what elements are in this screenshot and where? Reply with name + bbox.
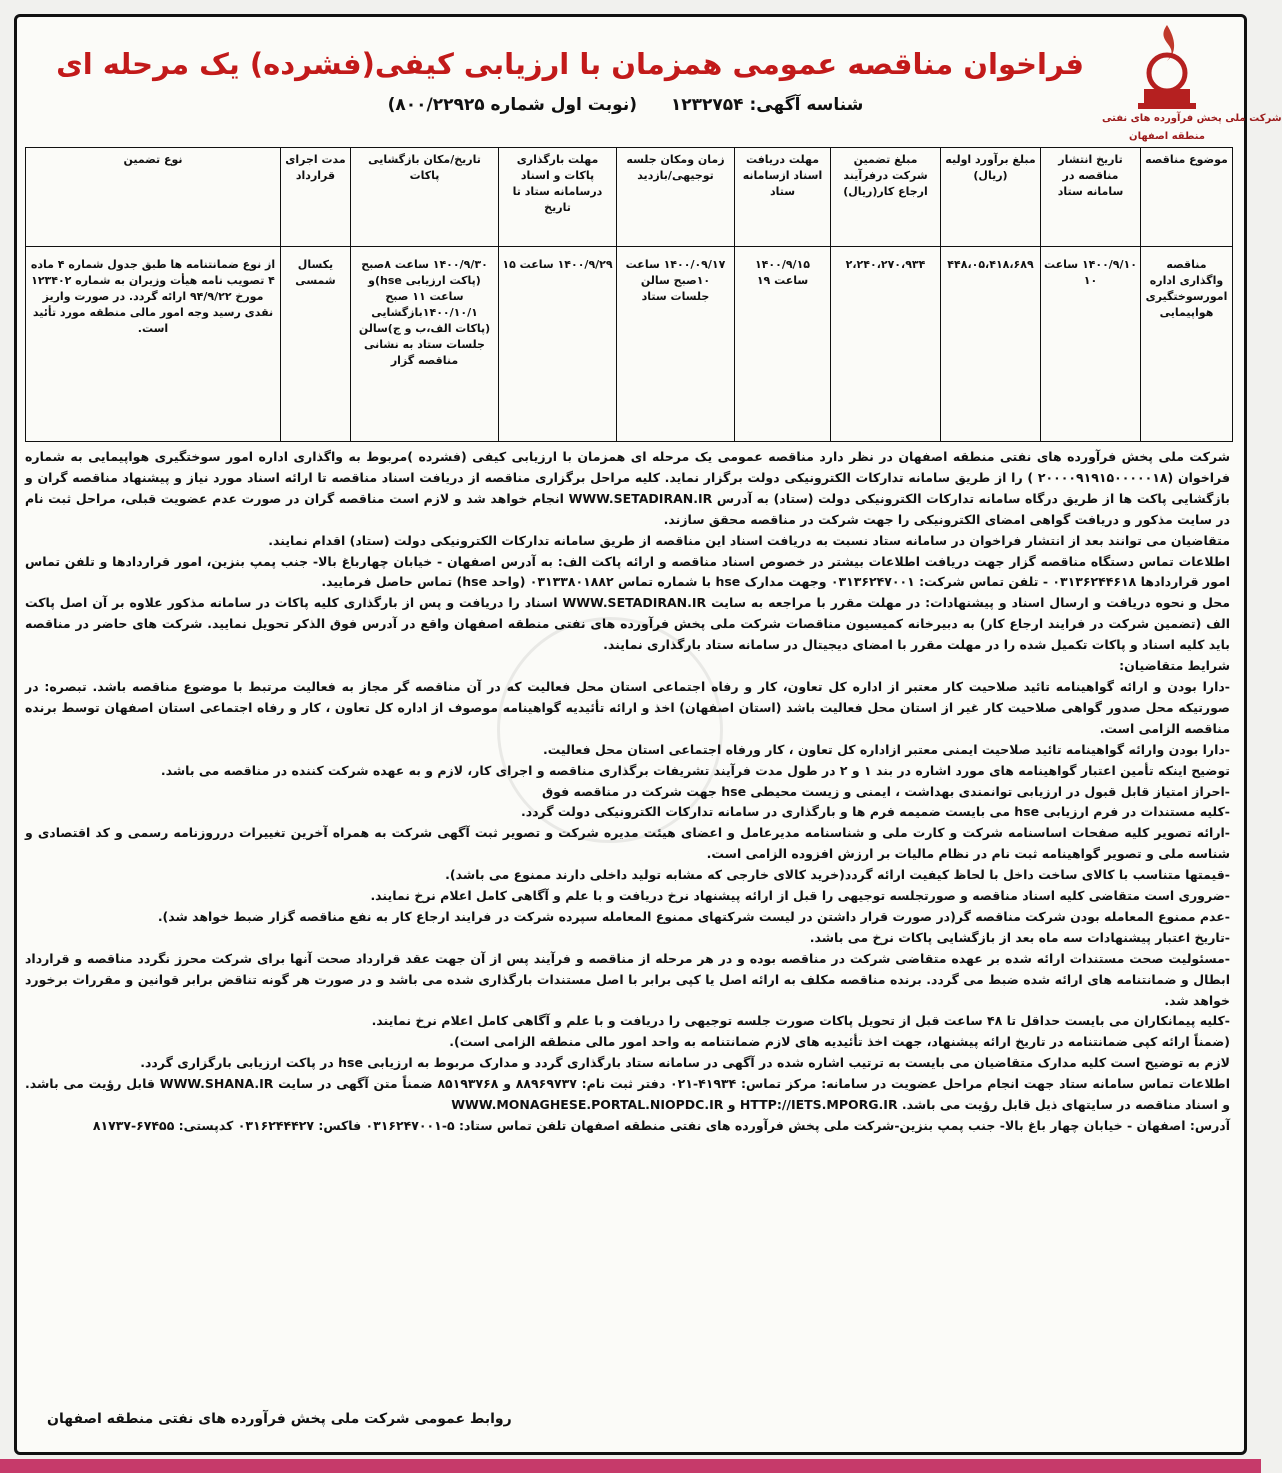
notice-subtitle [167,95,1084,125]
condition-item: -عدم ممنوع المعامله بودن شرکت مناقصه گر(در صورت قرار داشتن در لیست شرکتهای ممنوع المعامله سپرده شرکت در فرایند ارجاع کار به نفع مناقصه گزار ضبط خواهد شد). [157,908,1230,924]
ad-id: شناسه آگهی: ۱۲۳۲۷۵۴ [670,95,864,115]
header-estimate: مبلغ برآورد اولیه (ریال) [941,148,1041,247]
paragraph-upload-note: لازم به توضیح است کلیه مدارک متقاضیان می بایست به ترتیب اشاره شده در آگهی در سامانه ستاد بارگذاری گردد و مدارک مربوط به ارزیابی hse در پاکت ارزیابی بارگزاری گردد. [140,1055,1230,1071]
tender-table [25,147,1233,442]
header-upload-deadline: مهلت بارگذاری پاکات و اسناد درسامانه ستاد تا تاریخ [499,148,617,247]
paragraph-setad-contact: اطلاعات تماس سامانه ستاد جهت انجام مراحل عضویت در سامانه: مرکز تماس: ۴۱۹۳۴-۰۲۱ دفتر ثبت نام: ۸۸۹۶۹۷۳۷ و ۸۵۱۹۳۷۶۸ ضمناً متن آگهی در سایت WWW.SHANA.IR قابل رؤیت می باشد. و اسناد مناقصه در سایتهای ذیل قابل رؤیت می باشد. HTTP://IETS.MPORG.IR و WWW.MONAGHESE.PORTAL.NIOPDC.IR [25,1076,1230,1113]
condition-item: -دارا بودن و ارائه گواهینامه تائید صلاحیت کار معتبر از اداره کل تعاون، کار و رفاه اجتماعی استان محل فعالیت که در آن مناقصه گر مجاز به فعالیت مرتبط با موضوع مناقصه باشد. تبصره: در صورتیکه محل صدور گواهی صلاحیت کار غیر از استان محل فعالیت باشد (استان اصفهان) اخذ و ارائه تأئیدیه گواهینامه موصوف از اداره کل تعاون ، کار و رفاه اجتماعی استان اصفهان توسط برنده مناقصه الزامی است. [25,678,1230,736]
condition-item: -ضروری است متقاضی کلیه اسناد مناقصه و صورتجلسه توجیهی را قبل از ارائه پیشنهاد نرخ دریافت و با علم و آگاهی کامل اعلام نرخ نمایند. [370,888,1230,904]
paragraph-contact: اطلاعات تماس دستگاه مناقصه گزار جهت دریافت اطلاعات بیشتر در خصوص اسناد مناقصه و ارائه پاکت الف: به آدرس اصفهان - خیابان چهارباغ بالا- جنب پمپ بنزین، امور قراردادها و تلفن تماس امور قراردادها ۰۳۱۳۶۲۴۴۶۱۸ - تلفن تماس شرکت: ۰۳۱۳۶۲۴۷۰۰۱ وجهت مدارک hse با شماره تماس ۰۳۱۳۳۸۰۱۸۸۲ (واحد hse) تماس حاصل فرمایید. [25,553,1230,590]
cell-doc-deadline: ۱۴۰۰/۹/۱۵ ساعت ۱۹ [735,247,831,442]
cell-opening: ۱۴۰۰/۹/۳۰ ساعت ۸صبح (پاکت ارزیابی hse)و ساعت ۱۱ صبح ۱۴۰۰/۱۰/۱بازگشایی (پاکات الف،ب و ج)سالن جلسات ستاد به نشانی مناقصه گزار [351,247,499,442]
condition-item: -تاریخ اعتبار پیشنهادات سه ماه بعد از بازگشایی پاکات نرخ می باشد. [809,929,1230,945]
table-row [26,247,1233,442]
condition-item: -کلیه مستندات در فرم ارزیابی hse می بایست ضمیمه فرم ها و بارگذاری در سامانه تدارکات الکترونیکی دولت گردد. [520,804,1230,820]
header-briefing: زمان ومکان جلسه توجیهی/بازدید [617,148,735,247]
paragraph-submission: محل و نحوه دریافت و ارسال اسناد و پیشنهادات: در مهلت مقرر با مراجعه به سایت WWW.SETADIRAN.IR اسناد را دریافت و پس از بارگذاری کلیه پاکات در سامانه مذکور علاوه بر آن اصل پاکت الف (تضمین شرکت در فرایند ارجاع کار) به دبیرخانه کمیسیون مناقصات شرکت ملی پخش فرآورده های نفتی منطقه اصفهان واقع در آدرس فوق الذکر تحویل نمایید. شرکت های حاضر در مناقصه باید کلیه اسناد و پاکات تکمیل شده را در مهلت مقرر با امضای دیجیتال در سامانه ستاد بارگذاری نمایند. [25,595,1230,653]
bottom-color-strip [0,1459,1261,1473]
logo-region-text: منطقه اصفهان [1129,131,1205,142]
header-subject: موضوع مناقصه [1141,148,1233,247]
paragraph-intro: شرکت ملی پخش فرآورده های نفتی منطقه اصفهان در نظر دارد مناقصه عمومی یک مرحله ای همزمان با ارزیابی کیفی (فشرده )مربوط به واگذاری اداره امور سوختگیری هواپیمایی به شماره فراخوان (۲۰۰۰۰۹۱۹۱۵۰۰۰۰۰۱۸ ) را از طریق سامانه تدارکات الکترونیکی دولت برگزار نماید. کلیه مراحل برگزاری مناقصه از دریافت اسناد مناقصه تا ارائه اسناد مورد نیاز و پیشنهاد مناقصه گران و بازگشایی پاکت ها از طریق درگاه سامانه تدارکات الکترونیکی دولت (ستاد) به آدرس WWW.SETADIRAN.IR انجام خواهد شد و لازم است مناقصه گران در صورت عدم عضویت قبلی، مراحل ثبت نام در سایت مذکور و دریافت گواهی امضای الکترونیکی را جهت شرکت در مناقصه محقق سازند. [25,449,1231,527]
cell-duration: یکسال شمسی [281,247,351,442]
notice-title: فراخوان مناقصه عمومی همزمان با ارزیابی کیفی(فشرده) یک مرحله ای [56,47,1084,81]
paragraph-address: آدرس: اصفهان - خیابان چهار باغ بالا- جنب پمپ بنزین-شرکت ملی پخش فرآورده های نفتی منطقه اصفهان تلفن تماس ستاد: ۵-۰۳۱۶۲۴۷۰۰۱ فاکس: ۰۳۱۶۲۴۴۴۲۷ کدپستی: ۶۷۴۵۵-۸۱۷۳۷ [92,1118,1230,1133]
cell-briefing: ۱۴۰۰/۰۹/۱۷ ساعت ۱۰صبح سالن جلسات ستاد [617,247,735,442]
header-guarantee-amount: مبلغ تضمین شرکت درفرآیند ارجاع کار(ریال) [831,148,941,247]
table-header-row [26,148,1233,247]
cell-guarantee-type: از نوع ضمانتنامه ها طبق جدول شماره ۴ ماده ۴ تصویب نامه هیأت وزیران به شماره ۱۲۳۴۰۲ مورخ ۹۴/۹/۲۲ ارائه گردد. در صورت واریز نقدی رسید وجه امور مالی منطقه مورد تأئید است. [26,247,281,442]
paragraph-applicants: متقاضیان می توانند بعد از انتشار فراخوان در سامانه ستاد نسبت به دریافت اسناد این مناقصه از طریق سامانه تدارکات الکترونیکی دولت (ستاد) اقدام نمایند. [268,532,1230,548]
header-opening: تاریخ/مکان بازگشایی پاکات [351,148,499,247]
condition-item: -کلیه پیمانکاران می بایست حداقل تا ۴۸ ساعت قبل از تحویل پاکات صورت جلسه توجیهی را دریافت و با علم و آگاهی کامل اعلام نرخ نمایند. [371,1013,1230,1029]
condition-item: -دارا بودن وارائه گواهینامه تائید صلاحیت ایمنی معتبر ازاداره کل تعاون ، کار ورفاه اجتماعی استان محل فعالیت. [542,741,1230,757]
notice-body [25,447,1230,1137]
notice-frame [14,14,1282,1455]
header-guarantee-type: نوع تضمین [26,148,281,247]
cell-publish-date: ۱۴۰۰/۹/۱۰ ساعت ۱۰ [1041,247,1141,442]
cell-estimate: ۴۴۸،۰۵،۴۱۸،۶۸۹ [941,247,1041,442]
header-duration: مدت اجرای قرارداد [281,148,351,247]
header-publish-date: تاریخ انتشار مناقصه در سامانه ستاد [1041,148,1141,247]
company-logo [1102,21,1282,149]
condition-item: -ارائه تصویر کلیه صفحات اساسنامه شرکت و کارت ملی و شناسنامه مدیرعامل و اعضای هیئت مدیره شرکت و تصویر ثبت آگهی شرکت به همراه آخرین تغییرات درروزنامه رسمی و کد اقتصادی و شناسه ملی و تصویر گواهینامه ثبت نام در نظام مالیات بر ارزش افزوده الزامی است. [25,825,1230,862]
flame-logo-icon [1132,21,1202,111]
round-number: (نوبت اول شماره ۸۰۰/۲۲۹۲۵) [387,95,637,115]
cell-subject: مناقصه واگذاری اداره امورسوختگیری هواپیمایی [1141,247,1233,442]
conditions-heading: شرایط متقاضیان: [1119,658,1230,674]
condition-item: -قیمتها متناسب با کالای ساخت داخل با لحاظ کیفیت ارائه گردد(خرید کالای خارجی که مشابه تولید داخلی دارند ممنوع می باشد). [445,867,1230,883]
condition-item: توضیح اینکه تأمین اعتبار گواهینامه های مورد اشاره در بند ۱ و ۲ در طول مدت فرآیند تشریفات برگذاری مناقصه و اجرای کار، لازم و به عهده شرکت کننده در مناقصه می باشد. [160,762,1230,778]
condition-item: -مسئولیت صحت مستندات ارائه شده بر عهده متقاضی شرکت در مناقصه بوده و در هر مرحله از مناقصه و فرآیند پس از آن جهت عقد قرارداد صحت آنها برای شرکت محرز نگردد مناقصه و قرارداد ابطال و ضمانتنامه های ارائه شده ضبط می گردد. برنده مناقصه مکلف به ارائه اصل یا کپی برابر با اصل مستندات بارگذاری شده می باشد و در صورت هر گونه تناقض برابر قوانین و مقررات برخورد خواهد شد. [25,950,1230,1008]
logo-company-text: شرکت ملی پخش فرآورده های نفتی [1102,113,1282,124]
header-doc-deadline: مهلت دریافت اسناد ازسامانه ستاد [735,148,831,247]
cell-upload-deadline: ۱۴۰۰/۹/۲۹ ساعت ۱۵ [499,247,617,442]
public-relations-signature: روابط عمومی شرکت ملی پخش فرآورده های نفتی منطقه اصفهان [47,1411,512,1427]
condition-item: -احراز امتیاز قابل قبول در ارزیابی توانمندی بهداشت ، ایمنی و زیست محیطی hse جهت شرکت در مناقصه فوق [541,783,1230,799]
cell-guarantee-amount: ۲،۲۴۰،۲۷۰،۹۳۴ [831,247,941,442]
condition-note: (ضمناً ارائه کپی ضمانتنامه در تاریخ ارائه پیشنهاد، جهت اخذ تأئیدیه های لازم ضمانتنامه به واحد امور مالی منطقه الزامی است). [449,1034,1230,1050]
